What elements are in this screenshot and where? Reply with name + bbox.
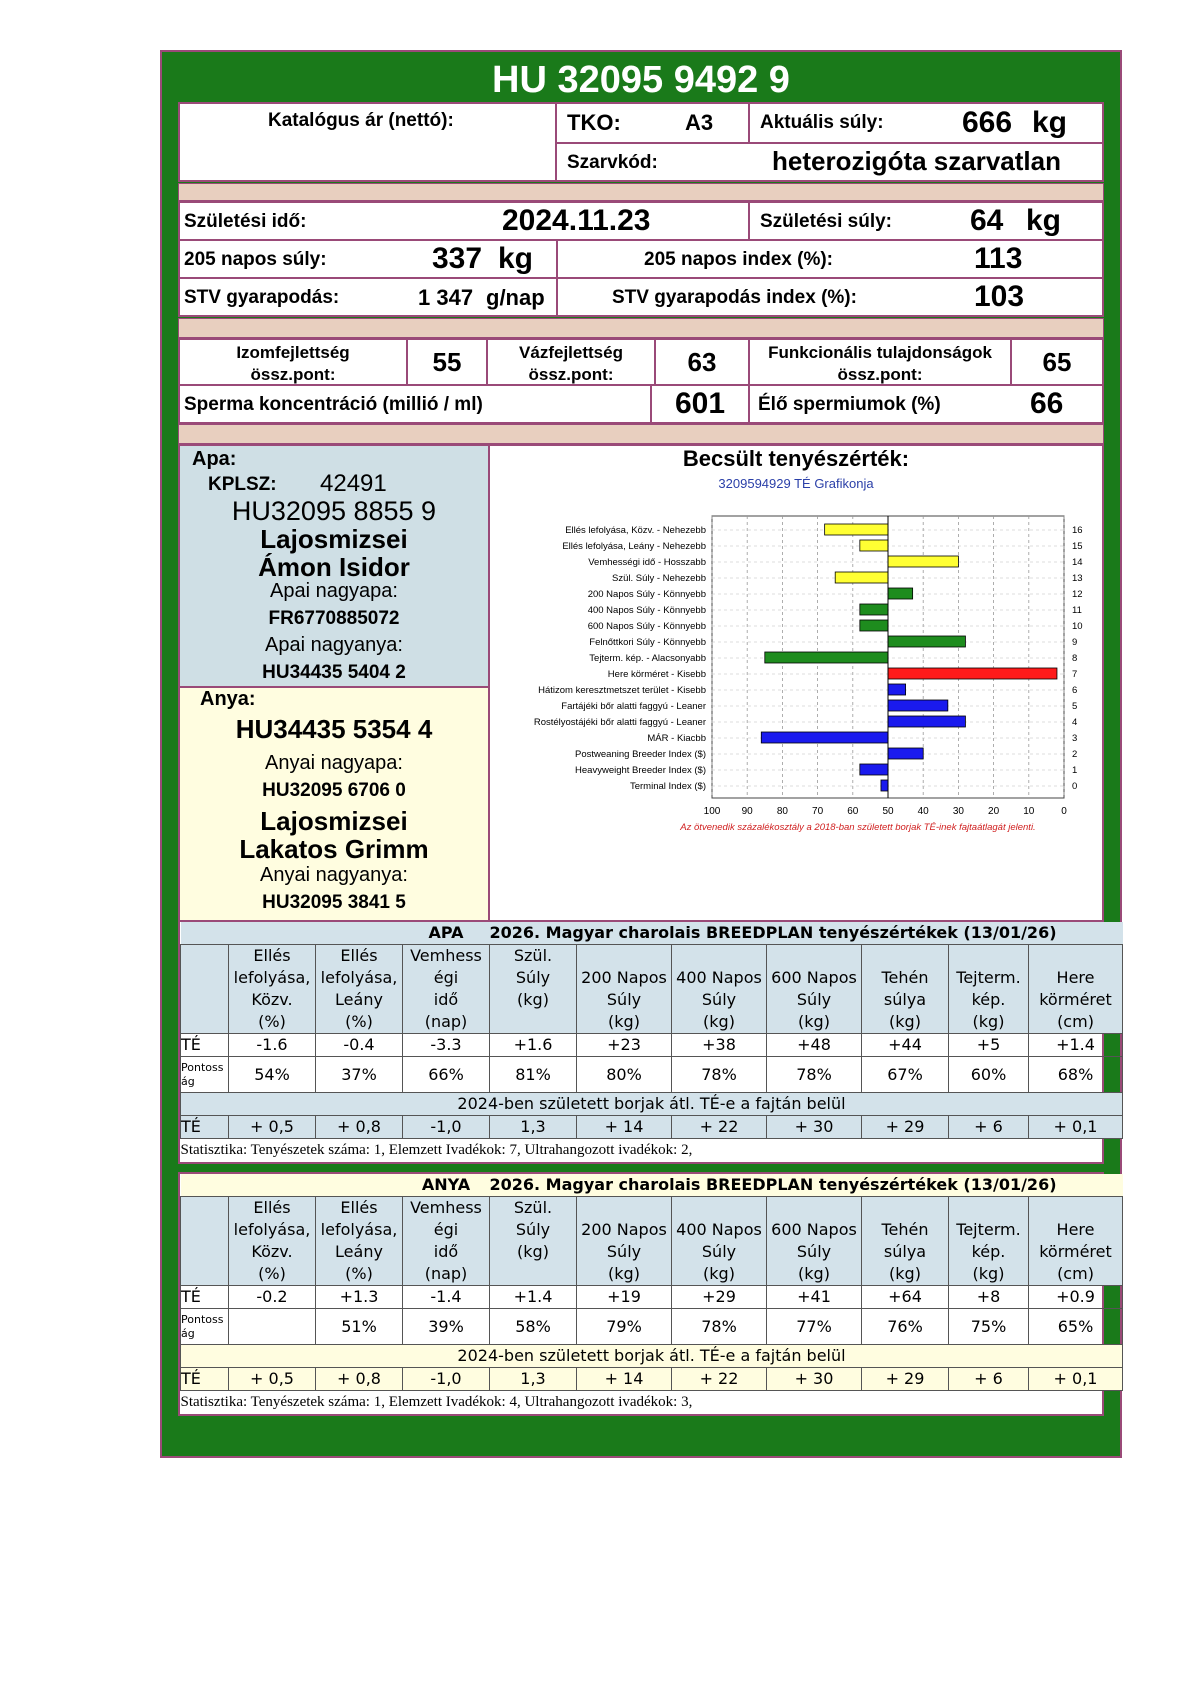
te-value: -0.4	[316, 1034, 403, 1057]
column-header: 200 Napos Súly (kg)	[577, 945, 672, 1034]
avg-value: 1,3	[490, 1368, 577, 1391]
sire-dam-label: Apai nagyanya:	[265, 634, 403, 656]
bar-number: 16	[1072, 525, 1083, 536]
ebv-chart-panel	[488, 444, 1104, 922]
bar-number: 3	[1072, 733, 1078, 744]
sire-name-2: Ámon Isidor	[258, 552, 410, 582]
sire-dam-value: HU34435 5404 2	[262, 662, 406, 683]
table-tag: ANYA	[421, 1175, 471, 1194]
muscle-value-cell	[406, 338, 488, 386]
avg-value: + 29	[862, 1368, 949, 1391]
statistics-line: Statisztika: Tenyészetek száma: 1, Elemzett Ivadékok: 4, Ultrahangozott ivadékok: 3,	[180, 1394, 693, 1410]
avg-label: TÉ	[181, 1116, 229, 1139]
bar-label: MÁR - Kiacbb	[647, 733, 706, 744]
te-value: -1.6	[229, 1034, 316, 1057]
dam-sire-value: HU32095 6706 0	[262, 780, 406, 801]
avg-value: + 30	[767, 1116, 862, 1139]
catalog-label: Katalógus ár (nettó):	[268, 110, 454, 131]
accuracy-value: 81%	[490, 1057, 577, 1093]
frame-value-cell	[654, 338, 750, 386]
accuracy-value: 66%	[403, 1057, 490, 1093]
frame-value: 63	[687, 347, 717, 377]
bar-number: 4	[1072, 717, 1078, 728]
bar-number: 8	[1072, 653, 1078, 664]
column-header: 400 Napos Súly (kg)	[672, 945, 767, 1034]
avg-value: + 0,5	[229, 1368, 316, 1391]
kplsz-value: 42491	[320, 470, 387, 497]
current-weight-cell	[748, 102, 1104, 144]
column-header: Vemhess égi idő (nap)	[403, 1197, 490, 1286]
accuracy-value: 54%	[229, 1057, 316, 1093]
avg-value: -1,0	[403, 1368, 490, 1391]
x-tick-label: 30	[952, 806, 964, 817]
x-tick-label: 0	[1061, 806, 1067, 817]
accuracy-value: 75%	[949, 1309, 1029, 1345]
accuracy-value: 39%	[403, 1309, 490, 1345]
chart-bar	[888, 700, 948, 711]
te-value: +29	[672, 1286, 767, 1309]
avg-value: + 30	[767, 1368, 862, 1391]
bar-label: Tejterm. kép. - Alacsonyabb	[589, 653, 706, 664]
x-tick-label: 80	[776, 806, 788, 817]
te-value: +0.9	[1029, 1286, 1123, 1309]
accuracy-label: Pontosság	[181, 1309, 229, 1345]
accuracy-value: 76%	[862, 1309, 949, 1345]
bar-label: Fartájéki bőr alatti faggyú - Leaner	[561, 701, 706, 712]
live-sperm-cell	[748, 384, 1104, 424]
avg-label: TÉ	[181, 1368, 229, 1391]
avg-value: + 14	[577, 1368, 672, 1391]
bar-label: Rostélyostájéki bőr alatti faggyú - Leaner	[533, 717, 706, 728]
avg-title: 2024-ben született borjak átl. TÉ-e a fajtán belül	[181, 1345, 1123, 1368]
sperm-concentration-value-cell	[650, 384, 750, 424]
column-header: 400 Napos Súly (kg)	[672, 1197, 767, 1286]
functional-value: 65	[1042, 347, 1072, 377]
bar-number: 0	[1072, 781, 1078, 792]
sire-ebv-table	[178, 920, 1112, 1164]
x-tick-label: 40	[917, 806, 929, 817]
avg-value: -1,0	[403, 1116, 490, 1139]
sire-name-1: Lajosmizsei	[260, 524, 408, 554]
avg-value: + 22	[672, 1368, 767, 1391]
stv-index-cell	[556, 277, 1104, 317]
d205-index-cell	[556, 239, 1104, 279]
header-empty-cell	[181, 945, 229, 1034]
avg-value: + 0,5	[229, 1116, 316, 1139]
column-header: Ellés lefolyása, Leány (%)	[316, 945, 403, 1034]
tko-label: TKO:	[567, 110, 621, 135]
accuracy-value: 78%	[672, 1309, 767, 1345]
x-tick-label: 90	[741, 806, 753, 817]
x-tick-label: 100	[703, 806, 721, 817]
chart-bar	[860, 540, 888, 551]
bar-label: Here körméret - Kisebb	[607, 669, 706, 680]
bar-label: 200 Napos Súly - Könnyebb	[587, 589, 706, 600]
bar-number: 14	[1072, 557, 1083, 568]
column-header: Ellés lefolyása, Közv. (%)	[229, 945, 316, 1034]
stv-gain-cell	[178, 277, 558, 317]
te-value: -3.3	[403, 1034, 490, 1057]
stv-gain-value: 1 347	[418, 285, 474, 310]
te-value: +1.3	[316, 1286, 403, 1309]
functional-label-cell	[748, 338, 1012, 386]
chart-footnote: Az ötvenedik százalékosztály a 2018-ban született borjak TÉ-inek fajtaátlagát jelenti.	[680, 822, 1036, 833]
current-weight-label: Aktuális súly:	[760, 112, 884, 133]
accuracy-value	[229, 1309, 316, 1345]
muscle-label-cell	[178, 338, 408, 386]
avg-value: + 0,1	[1029, 1116, 1123, 1139]
d205-index-label: 205 napos index (%):	[644, 249, 833, 270]
column-header: Tehén súlya (kg)	[862, 945, 949, 1034]
chart-bar	[888, 748, 923, 759]
dam-dam-label: Anyai nagyanya:	[260, 864, 408, 886]
avg-value: + 6	[949, 1368, 1029, 1391]
te-value: +1.4	[1029, 1034, 1123, 1057]
te-value: +23	[577, 1034, 672, 1057]
bar-number: 15	[1072, 541, 1083, 552]
tko-cell	[555, 102, 750, 144]
avg-value: + 14	[577, 1116, 672, 1139]
table-title: 2026. Magyar charolais BREEDPLAN tenyészértékek (13/01/26)	[489, 1175, 1057, 1194]
stv-gain-label: STV gyarapodás:	[184, 287, 340, 308]
chart-bar	[888, 636, 965, 647]
column-header: 600 Napos Súly (kg)	[767, 1197, 862, 1286]
te-value: +38	[672, 1034, 767, 1057]
separator	[178, 424, 1104, 444]
catalog-price-cell	[178, 102, 557, 182]
chart-bar	[888, 668, 1057, 679]
stv-gain-unit: g/nap	[486, 285, 545, 310]
chart-bar	[888, 588, 913, 599]
frame-label-2: össz.pont:	[528, 365, 614, 384]
column-header: Ellés lefolyása, Közv. (%)	[229, 1197, 316, 1286]
d205-weight-value: 337	[432, 242, 483, 275]
birth-weight-label: Születési súly:	[760, 211, 892, 232]
te-value: +5	[949, 1034, 1029, 1057]
d205-weight-unit: kg	[498, 242, 534, 275]
avg-value: + 0,8	[316, 1368, 403, 1391]
chart-bar	[888, 716, 965, 727]
column-header: 600 Napos Súly (kg)	[767, 945, 862, 1034]
bar-number: 2	[1072, 749, 1078, 760]
bar-number: 9	[1072, 637, 1078, 648]
bar-label: Ellés lefolyása, Közv. - Nehezebb	[565, 525, 706, 536]
te-value: +48	[767, 1034, 862, 1057]
column-header: Tehén súlya (kg)	[862, 1197, 949, 1286]
stv-index-value: 103	[974, 280, 1025, 313]
birth-date-cell	[178, 201, 750, 241]
sire-panel	[178, 444, 490, 688]
avg-title: 2024-ben született borjak átl. TÉ-e a fajtán belül	[181, 1093, 1123, 1116]
accuracy-value: 78%	[672, 1057, 767, 1093]
chart-bar	[888, 556, 958, 567]
avg-value: + 0,8	[316, 1116, 403, 1139]
birth-weight-value: 64	[970, 204, 1004, 237]
te-value: +1.4	[490, 1286, 577, 1309]
birth-date-label: Születési idő:	[184, 211, 307, 232]
bar-label: Postweaning Breeder Index ($)	[575, 749, 706, 760]
te-value: +8	[949, 1286, 1029, 1309]
x-tick-label: 60	[847, 806, 859, 817]
separator	[178, 183, 1104, 201]
te-value: +44	[862, 1034, 949, 1057]
bar-number: 5	[1072, 701, 1078, 712]
chart-title: 3209594929 TÉ Grafikonja	[718, 476, 874, 491]
functional-label-1: Funkcionális tulajdonságok	[768, 343, 992, 362]
d205-weight-cell	[178, 239, 558, 279]
avg-value: + 22	[672, 1116, 767, 1139]
te-value: +41	[767, 1286, 862, 1309]
sperm-concentration-cell	[178, 384, 652, 424]
horn-code-value: heterozigóta szarvatlan	[772, 146, 1061, 176]
muscle-label-1: Izomfejlettség	[236, 343, 350, 362]
chart-bar	[860, 604, 888, 615]
column-header: Tejterm. kép. (kg)	[949, 945, 1029, 1034]
x-tick-label: 20	[988, 806, 1000, 817]
chart-bar	[881, 780, 888, 791]
column-header: Ellés lefolyása, Leány (%)	[316, 1197, 403, 1286]
te-value: -0.2	[229, 1286, 316, 1309]
te-value: +1.6	[490, 1034, 577, 1057]
bar-number: 11	[1072, 605, 1082, 616]
chart-bar	[765, 652, 888, 663]
bar-number: 1	[1072, 765, 1078, 776]
avg-value: 1,3	[490, 1116, 577, 1139]
birth-weight-unit: kg	[1026, 204, 1062, 237]
column-header: Szül. Súly (kg)	[490, 1197, 577, 1286]
birth-date-value: 2024.11.23	[502, 204, 651, 237]
functional-label-2: össz.pont:	[837, 365, 923, 384]
table-title: 2026. Magyar charolais BREEDPLAN tenyészértékek (13/01/26)	[489, 923, 1057, 942]
chart-heading: Becsült tenyészérték:	[682, 446, 910, 471]
sire-sire-label: Apai nagyapa:	[270, 580, 398, 602]
bar-label: Terminal Index ($)	[629, 781, 706, 792]
accuracy-value: 58%	[490, 1309, 577, 1345]
dam-sire-name-1: Lajosmizsei	[260, 806, 408, 836]
bar-label: 600 Napos Súly - Könnyebb	[587, 621, 706, 632]
current-weight-value: 666	[962, 106, 1013, 139]
accuracy-value: 80%	[577, 1057, 672, 1093]
table-tag: APA	[428, 923, 464, 942]
live-sperm-label: Élő spermiumok (%)	[758, 394, 941, 415]
sperm-concentration-value: 601	[674, 387, 726, 420]
x-tick-label: 70	[812, 806, 824, 817]
bar-label: Hátizom keresztmetszet terület - Kisebb	[538, 685, 706, 696]
te-value: -1.4	[403, 1286, 490, 1309]
avg-value: + 6	[949, 1116, 1029, 1139]
accuracy-value: 79%	[577, 1309, 672, 1345]
accuracy-value: 51%	[316, 1309, 403, 1345]
frame-label-cell	[486, 338, 656, 386]
horn-code-label: Szarvkód:	[567, 152, 658, 173]
avg-value: + 0,1	[1029, 1368, 1123, 1391]
frame-label-1: Vázfejlettség	[519, 343, 623, 362]
x-tick-label: 50	[882, 806, 894, 817]
chart-bar	[825, 524, 888, 535]
sire-sire-value: FR6770885072	[268, 608, 400, 629]
chart-bar	[835, 572, 888, 583]
accuracy-value: 65%	[1029, 1309, 1123, 1345]
current-weight-unit: kg	[1032, 106, 1068, 139]
column-header: 200 Napos Súly (kg)	[577, 1197, 672, 1286]
sire-id: HU32095 8855 9	[231, 496, 437, 526]
accuracy-label: Pontosság	[181, 1057, 229, 1093]
bar-label: Ellés lefolyása, Leány - Nehezebb	[562, 541, 706, 552]
dam-ebv-table	[178, 1172, 1112, 1416]
dam-panel	[178, 686, 490, 922]
sire-label: Apa:	[192, 448, 237, 470]
accuracy-value: 77%	[767, 1309, 862, 1345]
tko-value: A3	[685, 110, 714, 135]
sperm-concentration-label: Sperma koncentráció (millió / ml)	[184, 394, 483, 415]
avg-value: + 29	[862, 1116, 949, 1139]
stv-index-label: STV gyarapodás index (%):	[612, 287, 857, 308]
te-label: TÉ	[181, 1034, 229, 1057]
te-label: TÉ	[181, 1286, 229, 1309]
bar-number: 6	[1072, 685, 1078, 696]
accuracy-value: 78%	[767, 1057, 862, 1093]
accuracy-value: 67%	[862, 1057, 949, 1093]
birth-weight-cell	[748, 201, 1104, 241]
accuracy-value: 37%	[316, 1057, 403, 1093]
te-value: +64	[862, 1286, 949, 1309]
muscle-label-2: össz.pont:	[250, 365, 336, 384]
horn-code-cell	[555, 142, 1104, 182]
x-tick-label: 10	[1023, 806, 1035, 817]
header-empty-cell	[181, 1197, 229, 1286]
d205-weight-label: 205 napos súly:	[184, 249, 327, 270]
kplsz-label: KPLSZ:	[208, 474, 277, 495]
chart-bar	[860, 764, 888, 775]
chart-bar	[761, 732, 888, 743]
separator	[178, 318, 1104, 338]
column-header: Szül. Súly (kg)	[490, 945, 577, 1034]
bar-number: 12	[1072, 589, 1083, 600]
live-sperm-value: 66	[1030, 387, 1064, 420]
accuracy-value: 68%	[1029, 1057, 1123, 1093]
d205-index-value: 113	[974, 242, 1023, 275]
dam-dam-value: HU32095 3841 5	[262, 892, 406, 913]
column-header: Tejterm. kép. (kg)	[949, 1197, 1029, 1286]
ebv-bar-chart	[490, 474, 1102, 914]
te-value: +19	[577, 1286, 672, 1309]
muscle-value: 55	[432, 347, 462, 377]
animal-id-title: HU 32095 9492 9	[492, 59, 790, 101]
accuracy-value: 60%	[949, 1057, 1029, 1093]
dam-id: HU34435 5354 4	[235, 714, 433, 744]
bar-number: 10	[1072, 621, 1083, 632]
bar-label: Vemhességi idő - Hosszabb	[588, 557, 706, 568]
dam-label: Anya:	[200, 688, 256, 710]
chart-bar	[860, 620, 888, 631]
column-header: Here körméret (cm)	[1029, 945, 1123, 1034]
functional-value-cell	[1010, 338, 1104, 386]
column-header: Here körméret (cm)	[1029, 1197, 1123, 1286]
bar-label: Felnőttkori Súly - Könnyebb	[589, 637, 706, 648]
bar-label: Heavyweight Breeder Index ($)	[575, 765, 706, 776]
dam-sire-name-2: Lakatos Grimm	[239, 834, 429, 864]
statistics-line: Statisztika: Tenyészetek száma: 1, Elemzett Ivadékok: 7, Ultrahangozott ivadékok: 2,	[180, 1142, 693, 1158]
bar-number: 7	[1072, 669, 1078, 680]
dam-sire-label: Anyai nagyapa:	[265, 752, 403, 774]
chart-bar	[888, 684, 906, 695]
bar-label: Szül. Súly - Nehezebb	[612, 573, 706, 584]
bar-label: 400 Napos Súly - Könnyebb	[587, 605, 706, 616]
column-header: Vemhess égi idő (nap)	[403, 945, 490, 1034]
bar-number: 13	[1072, 573, 1083, 584]
certificate-frame	[160, 50, 1122, 1458]
